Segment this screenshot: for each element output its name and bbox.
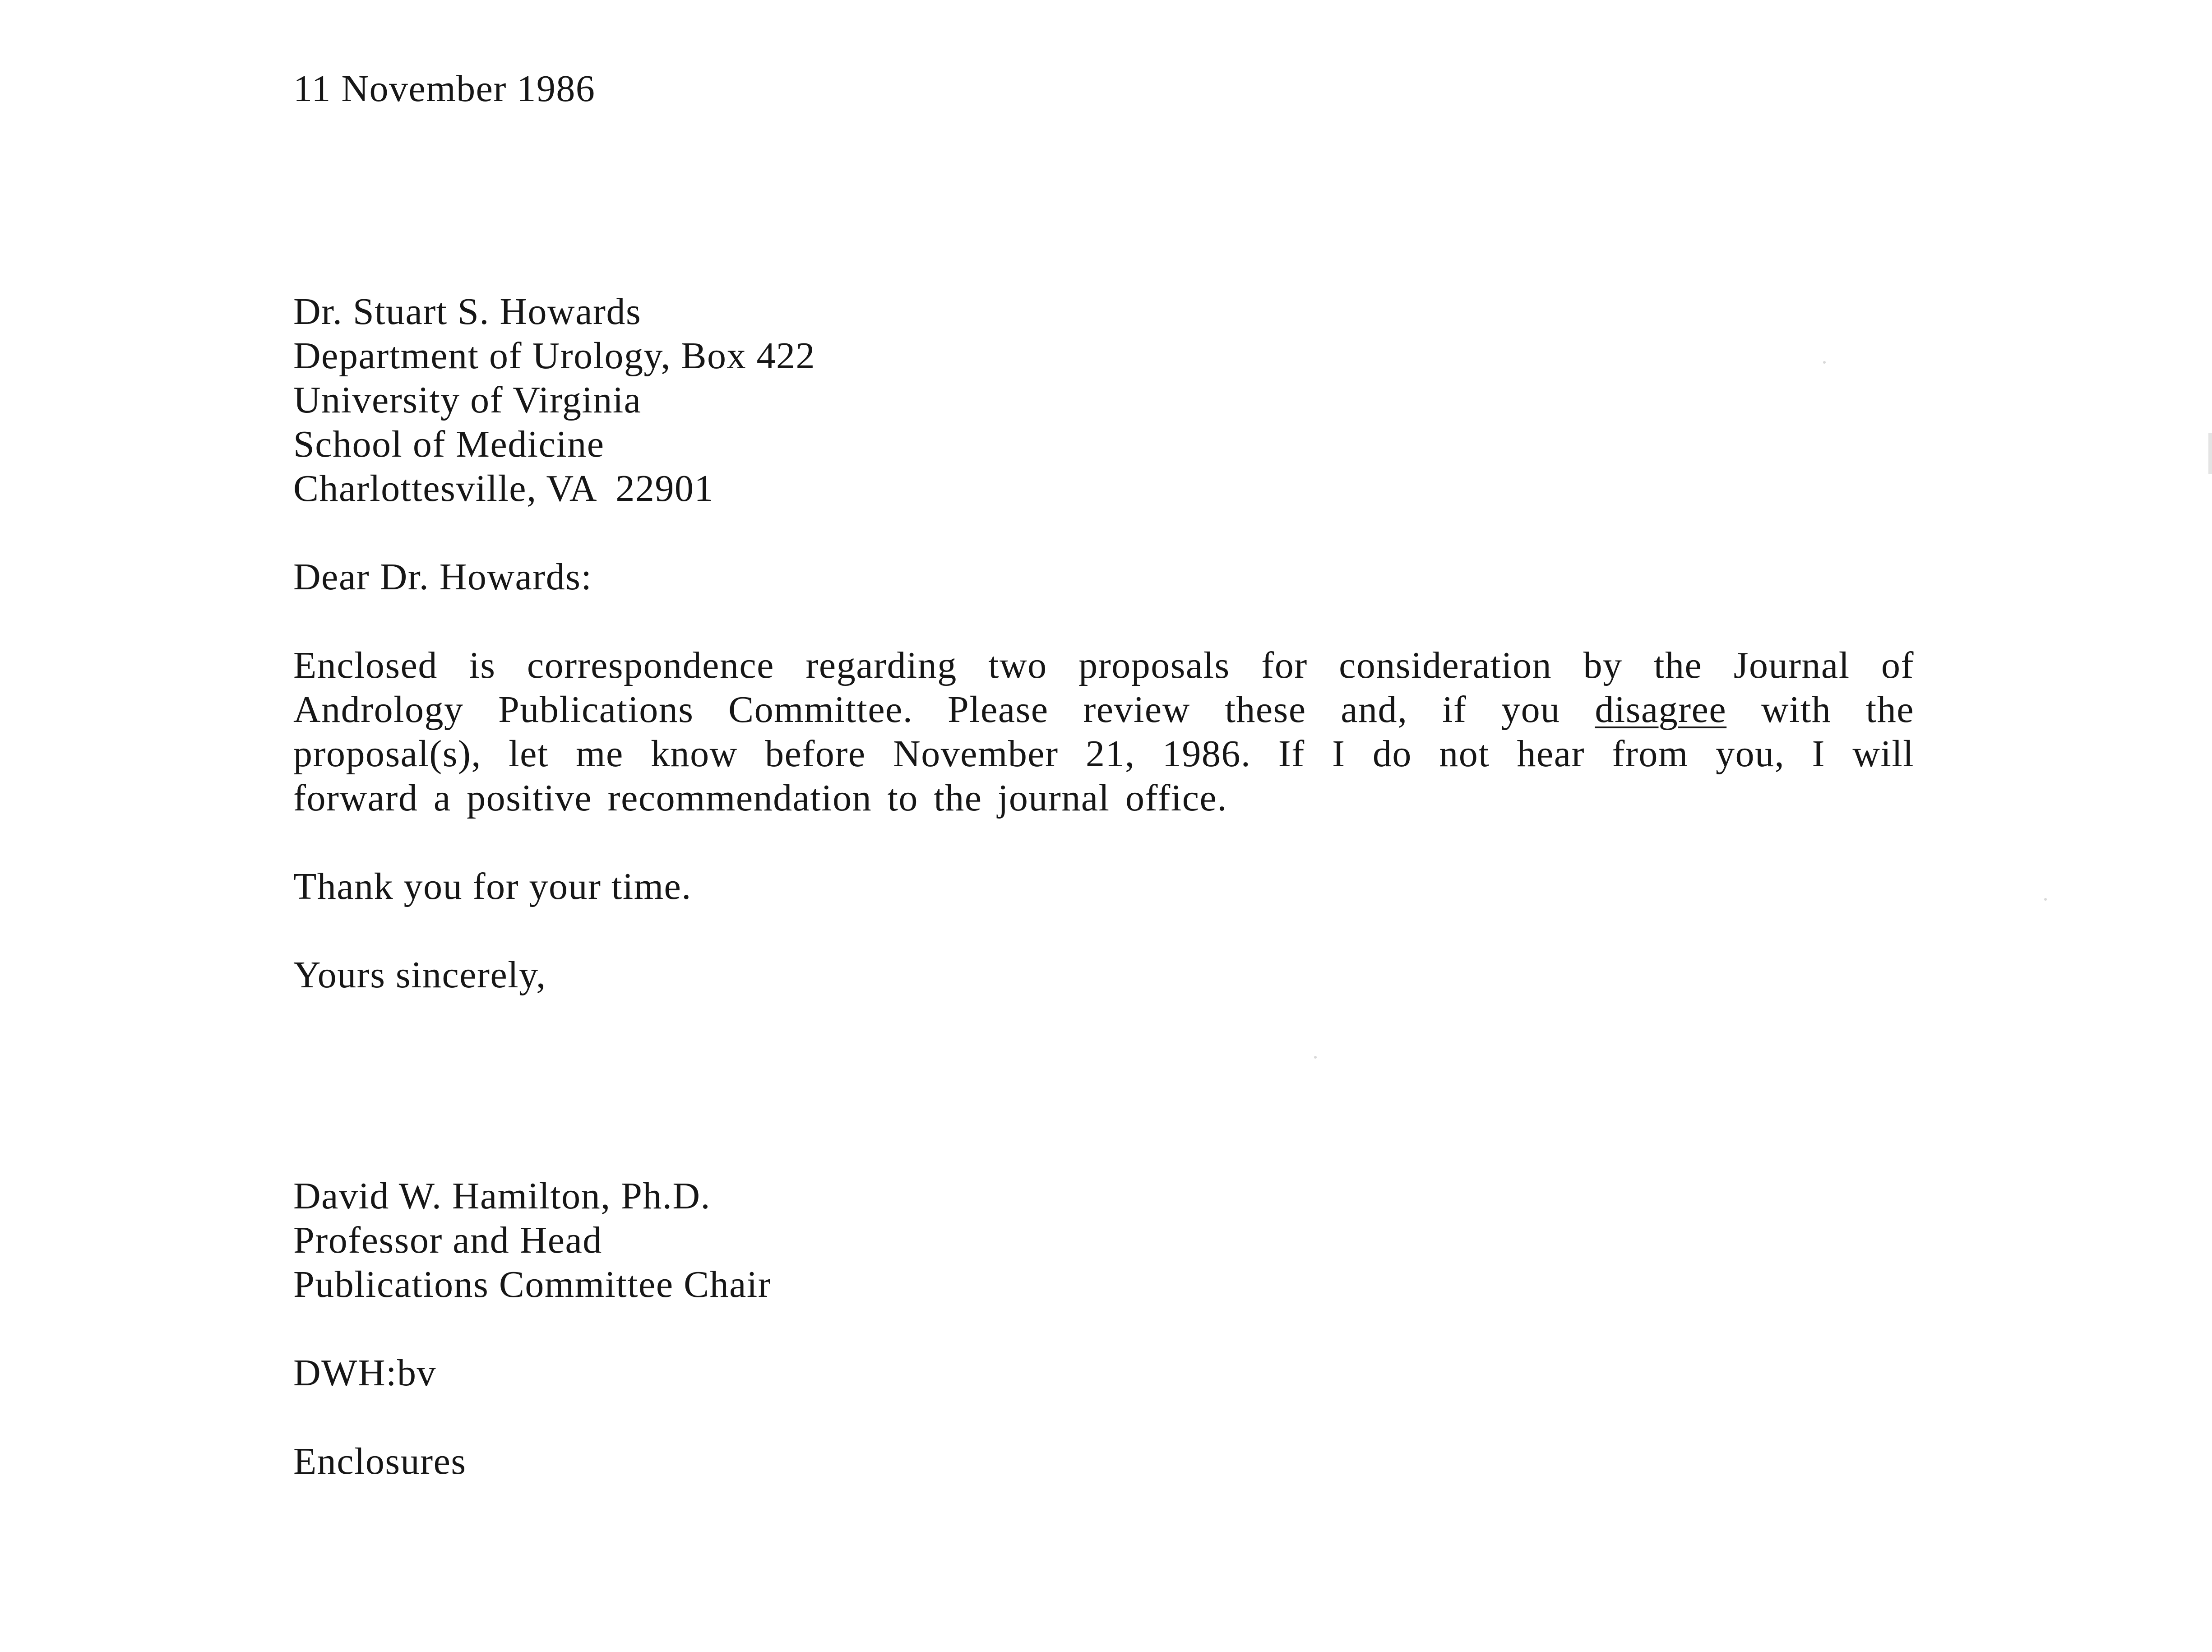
scan-speck <box>2044 898 2047 901</box>
typist-initials: DWH:bv <box>293 1352 436 1394</box>
signer-name: David W. Hamilton, Ph.D. <box>293 1175 711 1217</box>
closing-line: Yours sincerely, <box>293 954 546 996</box>
body-line-4: forward a positive recommendation to the journal office. <box>293 777 1227 819</box>
body-line-1: Enclosed is correspondence regarding two proposals for consideration by the Journal of <box>293 644 1914 686</box>
recipient-address <box>293 290 1918 511</box>
enclosures-note: Enclosures <box>293 1440 467 1482</box>
thanks-line: Thank you for your time. <box>293 865 692 907</box>
signer-title: Professor and Head <box>293 1219 602 1261</box>
scan-speck <box>1823 361 1826 364</box>
salutation: Dear Dr. Howards: <box>293 556 592 598</box>
recipient-department: Department of Urology, Box 422 <box>293 335 816 377</box>
recipient-city-state-zip: Charlottesville, VA 22901 <box>293 467 714 509</box>
signature-block <box>293 1174 1918 1307</box>
recipient-university: University of Virginia <box>293 379 642 421</box>
recipient-name: Dr. Stuart S. Howards <box>293 291 642 333</box>
letter-date: 11 November 1986 <box>293 68 596 110</box>
body-line-2-end: with the <box>1726 689 1914 731</box>
body-line-2-start: Andrology Publications Committee. Please review these and, if you <box>293 689 1595 731</box>
body-paragraph <box>293 643 1914 820</box>
body-line-3: proposal(s), let me know before November 21, 1986. If I do not hear from you, I will <box>293 733 1914 775</box>
signer-role: Publications Committee Chair <box>293 1263 772 1305</box>
emphasis-disagree: disagree <box>1595 689 1727 731</box>
scan-edge-mark <box>2208 433 2212 474</box>
letter-body <box>293 67 1918 1484</box>
body-line-2 <box>293 688 1914 732</box>
scan-speck <box>1314 1056 1317 1059</box>
recipient-school: School of Medicine <box>293 423 605 465</box>
